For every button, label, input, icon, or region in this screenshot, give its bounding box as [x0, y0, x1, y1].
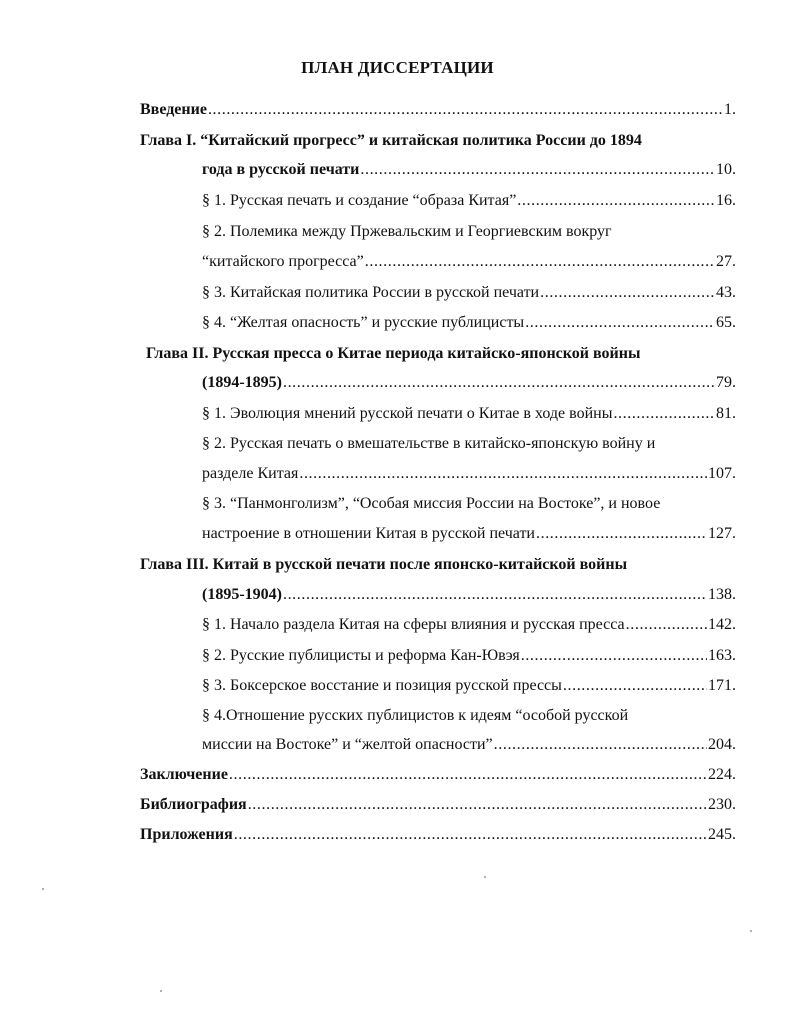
toc-page-number: 230.	[708, 796, 736, 813]
toc-entry-intro	[140, 100, 736, 120]
toc-page-number: 65.	[716, 314, 736, 331]
toc-page-number: 79.	[716, 374, 736, 391]
toc-label: Приложения	[140, 826, 233, 843]
toc-entry-ch2-s2-cont	[202, 464, 736, 484]
toc-entry-ch2-s3-cont	[202, 524, 736, 544]
dot-leader	[536, 524, 707, 544]
scan-speck	[750, 930, 752, 932]
dot-leader	[248, 795, 707, 815]
dot-leader	[563, 676, 707, 696]
toc-entry-chapter-1-cont	[202, 160, 736, 180]
toc-entry-ch1-s2	[202, 222, 736, 242]
toc-entry-ch3-s4-cont	[202, 735, 736, 755]
toc-label-line-2: “китайского прогресса”	[202, 253, 364, 270]
dot-leader	[517, 191, 715, 211]
toc-label: § 3. Китайская политика России в русской печати	[202, 284, 540, 301]
toc-label: Библиография	[140, 796, 247, 813]
dot-leader	[299, 464, 707, 484]
page-title: ПЛАН ДИССЕРТАЦИИ	[301, 58, 494, 77]
toc-entry-chapter-1	[140, 131, 736, 151]
dot-leader	[234, 825, 707, 845]
toc-page-number: 171.	[708, 677, 736, 694]
toc-entry-ch3-s3	[202, 676, 736, 696]
toc-entry-ch3-s2	[202, 646, 736, 666]
toc-label: § 2. Русские публицисты и реформа Кан-Ювэя	[202, 647, 520, 664]
toc-label-line-1: § 4.Отношение русских публицистов к идеям “особой русской	[202, 707, 629, 724]
toc-label: § 1. Русская печать и создание “образа Китая”	[202, 192, 517, 209]
toc-label-line-2: настроение в отношении Китая в русской печати	[202, 525, 535, 542]
toc-entry-ch2-s1	[202, 404, 736, 424]
toc-page-number: 142.	[708, 616, 736, 633]
toc-page-number: 245.	[708, 826, 736, 843]
toc-entry-ch3-s4	[202, 706, 736, 726]
toc-label: Заключение	[140, 766, 228, 783]
toc-label-line-2: разделе Китая	[202, 465, 299, 482]
toc-label-line-2: (1894-1895)	[202, 374, 282, 391]
dot-leader	[626, 615, 707, 635]
toc-label-line-1: § 2. Полемика между Пржевальским и Георгиевским вокруг	[202, 223, 612, 240]
toc-page-number: 16.	[716, 192, 736, 209]
toc-label: Введение	[140, 101, 207, 118]
toc-label: § 4. “Желтая опасность” и русские публицисты	[202, 314, 525, 331]
toc-entry-ch2-s3	[202, 494, 736, 514]
toc-page-number: 43.	[716, 284, 736, 301]
dot-leader	[283, 585, 707, 605]
toc-label-line-1: § 3. “Панмонголизм”, “Особая миссия России на Востоке”, и новое	[202, 495, 661, 512]
toc-entry-ch1-s1	[202, 191, 736, 211]
toc-entry-conclusion	[140, 765, 736, 785]
toc-entry-chapter-3-cont	[202, 585, 736, 605]
toc-entry-ch1-s2-cont	[202, 252, 736, 272]
scan-speck	[484, 876, 486, 878]
dot-leader	[360, 160, 715, 180]
toc-label-line-1: Глава II. Русская пресса о Китае периода китайско-японской войны	[146, 345, 641, 362]
toc-page-number: 224.	[708, 766, 736, 783]
toc-label-line-2: миссии на Востоке” и “желтой опасности”	[202, 736, 493, 753]
toc-entry-chapter-2-cont	[202, 373, 736, 393]
dot-leader	[521, 646, 707, 666]
dot-leader	[494, 735, 707, 755]
dot-leader	[613, 404, 715, 424]
toc-label-line-1: Глава III. Китай в русской печати после японско-китайской войны	[140, 556, 628, 573]
scan-speck	[160, 990, 162, 992]
toc-entry-bibliography	[140, 795, 736, 815]
toc-label: § 3. Боксерское восстание и позиция русской прессы	[202, 677, 562, 694]
dot-leader	[365, 252, 715, 272]
toc-label-line-1: § 2. Русская печать о вмешательстве в китайско-японскую войну и	[202, 435, 656, 452]
toc-page-number: 1.	[724, 101, 736, 118]
toc-entry-ch1-s3	[202, 283, 736, 303]
toc-entry-ch1-s4	[202, 313, 736, 333]
toc-page-number: 10.	[716, 161, 736, 178]
toc-page-number: 127.	[708, 525, 736, 542]
dot-leader	[208, 100, 723, 120]
toc-entry-ch2-s2	[202, 434, 736, 454]
toc-label-line-2: (1895-1904)	[202, 586, 282, 603]
toc-label: § 1. Эволюция мнений русской печати о Китае в ходе войны	[202, 405, 613, 422]
dot-leader	[229, 765, 707, 785]
dot-leader	[540, 283, 715, 303]
scan-speck	[42, 888, 44, 890]
toc-label: § 1. Начало раздела Китая на сферы влияния и русская пресса	[202, 616, 625, 633]
toc-page-number: 204.	[708, 736, 736, 753]
toc-label-line-2: года в русской печати	[202, 161, 360, 178]
toc-page-number: 81.	[716, 405, 736, 422]
toc-entry-ch3-s1	[202, 615, 736, 635]
toc-entry-chapter-2	[146, 344, 736, 364]
toc-label-line-1: Глава I. “Китайский прогресс” и китайская политика России до 1894	[140, 132, 642, 149]
toc-page-number: 27.	[716, 253, 736, 270]
toc-entry-appendix	[140, 825, 736, 845]
dot-leader	[283, 373, 715, 393]
dot-leader	[525, 313, 715, 333]
toc-entry-chapter-3	[140, 555, 736, 575]
toc-page-number: 138.	[708, 586, 736, 603]
toc-page-number: 163.	[708, 647, 736, 664]
toc-page-number: 107.	[708, 465, 736, 482]
